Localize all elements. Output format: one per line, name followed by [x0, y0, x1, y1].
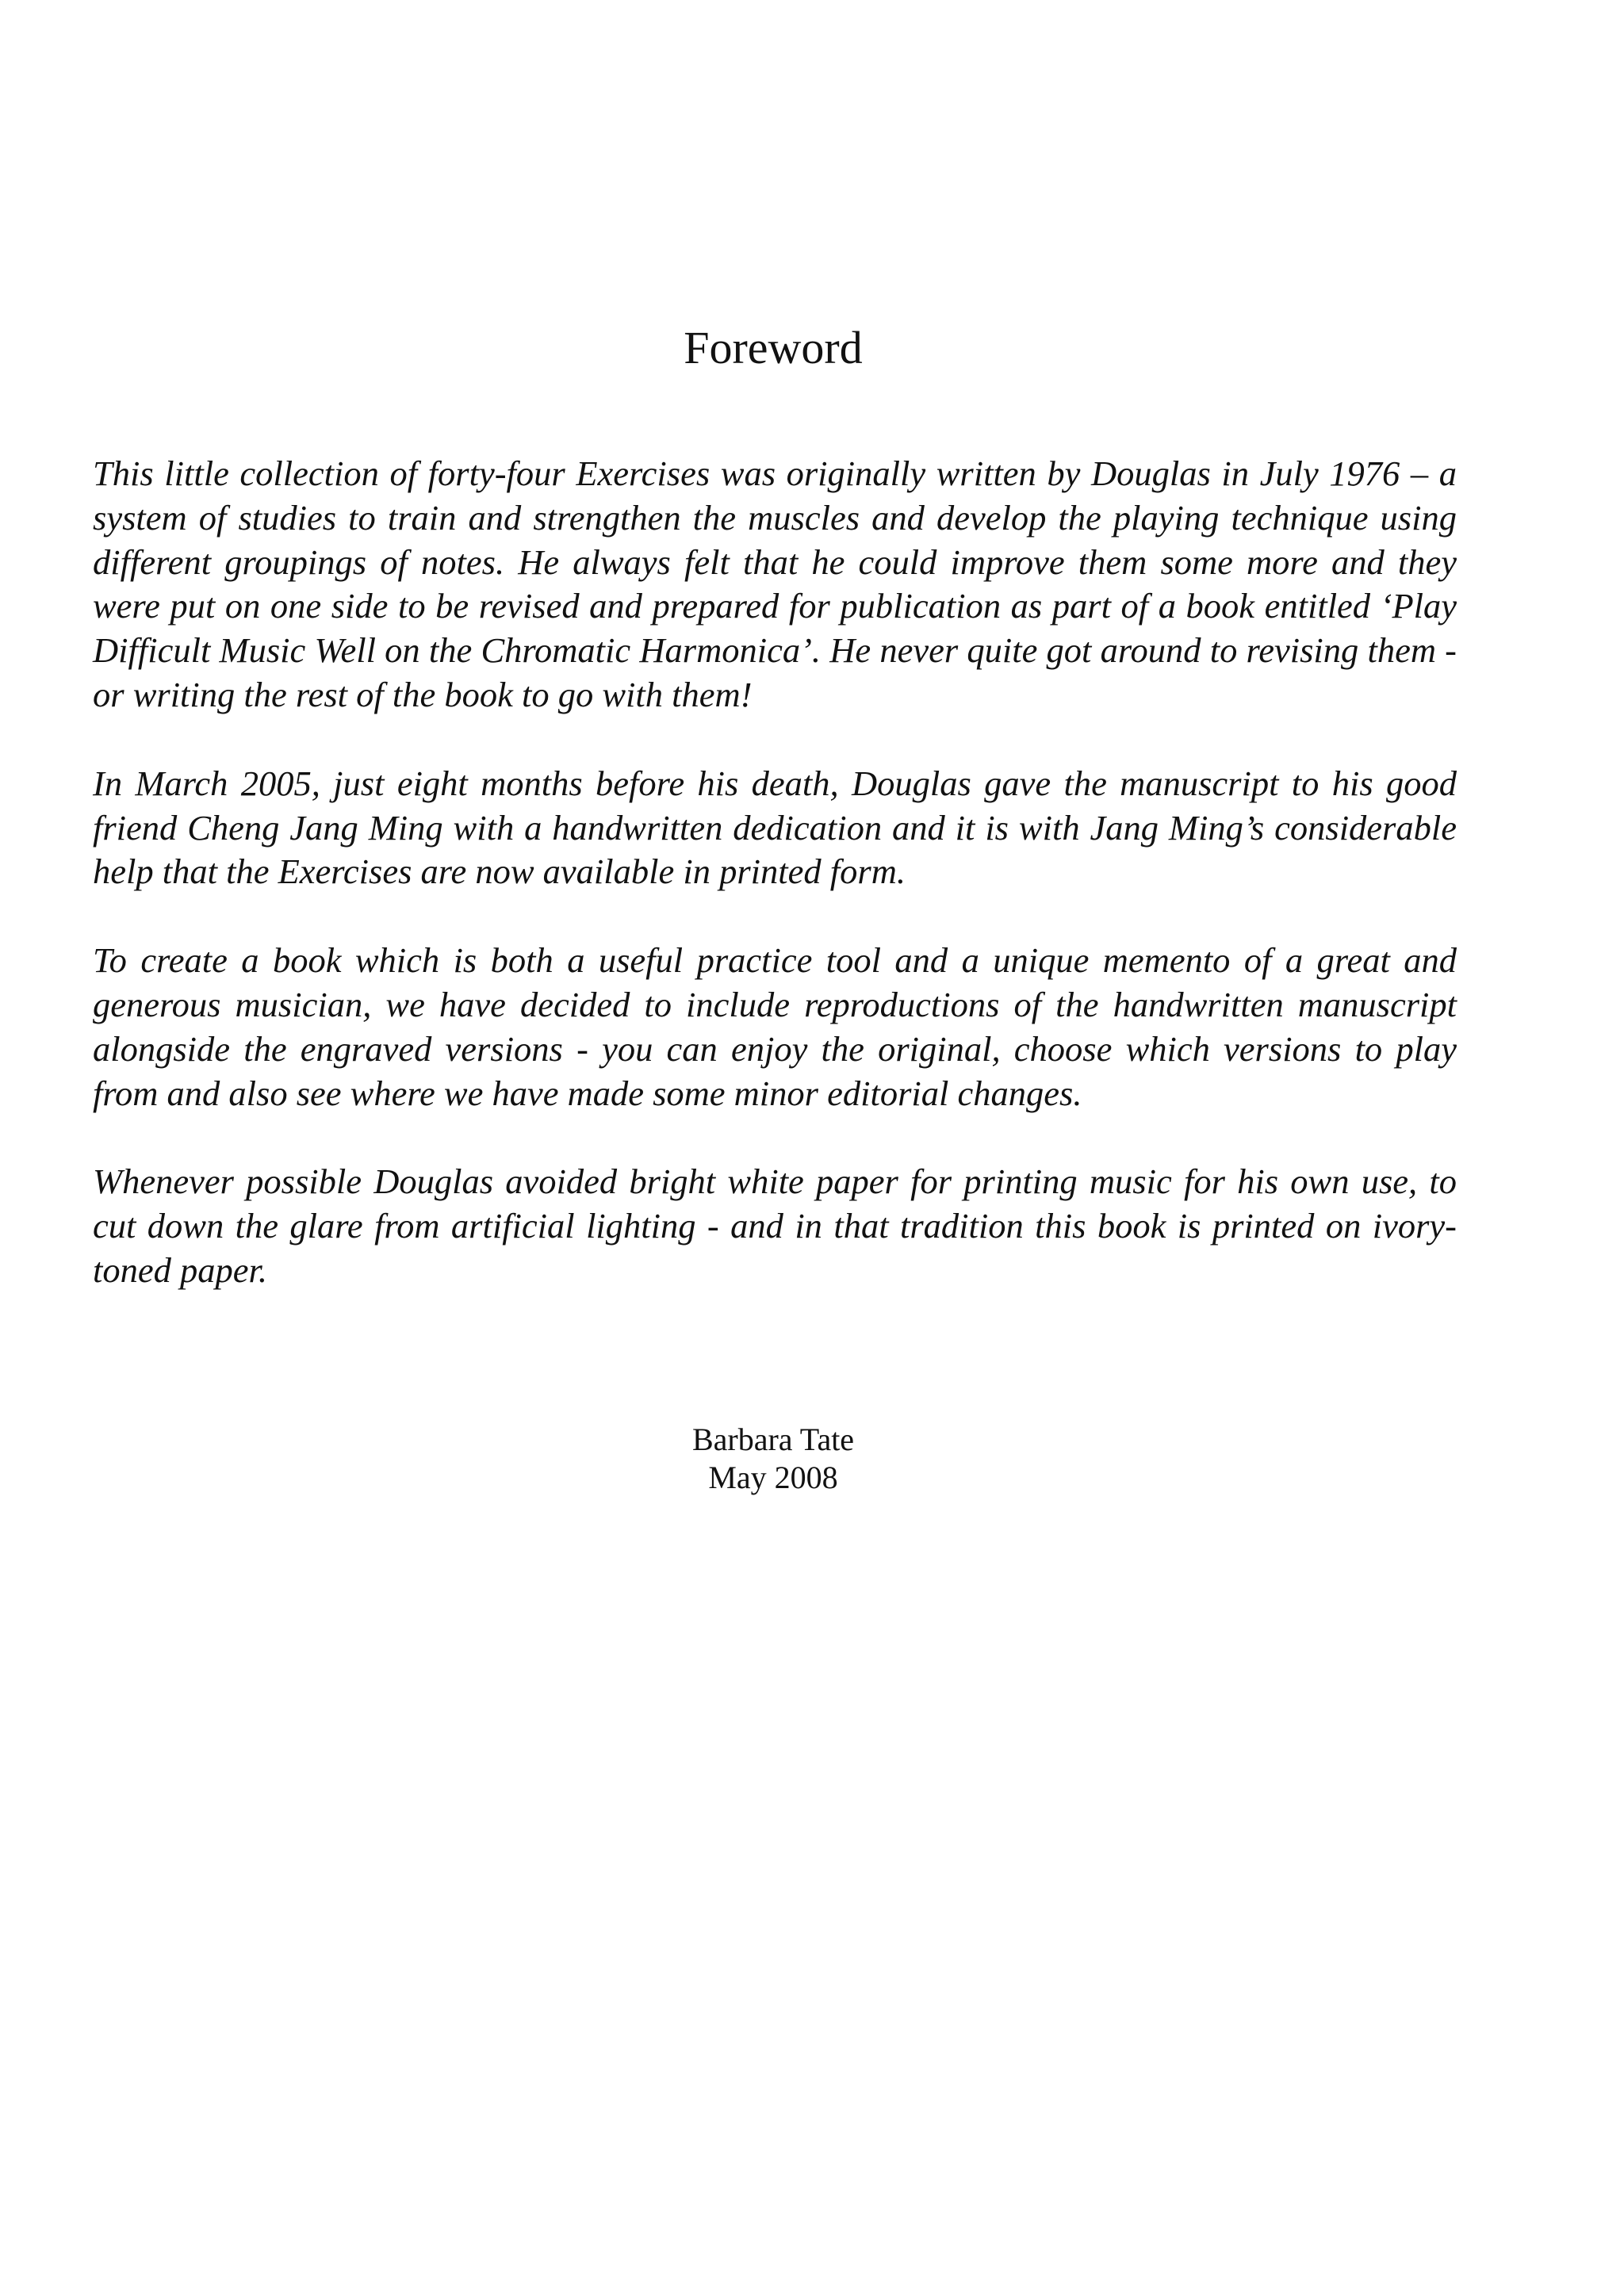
- signature-block: [0, 1421, 1546, 1497]
- foreword-body: [93, 452, 1457, 1337]
- page-title: Foreword: [684, 322, 863, 373]
- signature-date: May 2008: [708, 1460, 838, 1495]
- foreword-paragraph-2: In March 2005, just eight months before his death, Douglas gave the manuscript to his good friend Cheng Jang Ming with a handwritten dedication and it is with Jang Ming’s considerable help that the Exercises are now available in printed form.: [93, 763, 1457, 892]
- signature-name: Barbara Tate: [691, 1422, 855, 1457]
- foreword-paragraph-4: Whenever possible Douglas avoided bright white paper for printing music for his own use, to cut down the glare from artificial lighting - and in that tradition this book is printed on ivory-toned paper.: [93, 1161, 1457, 1290]
- foreword-paragraph-1: This little collection of forty-four Exercises was originally written by Douglas in July 1976 – a system of studies to train and strengthen the muscles and develop the playing technique using different groupings of notes. He always felt that he could improve them some more and they were put on one side to be revised and prepared for publication as part of a book entitled ‘Play Difficult Music Well on the Chromatic Harmonica’. He never quite got around to revising them - or writing the rest of the book to go with them!: [93, 453, 1457, 714]
- foreword-paragraph-3: To create a book which is both a useful practice tool and a unique memento of a great and generous musician, we have decided to include reproductions of the handwritten manuscript alongside the engraved versions - you can enjoy the original, choose which versions to play from and also see where we have made some minor editorial changes.: [93, 940, 1457, 1113]
